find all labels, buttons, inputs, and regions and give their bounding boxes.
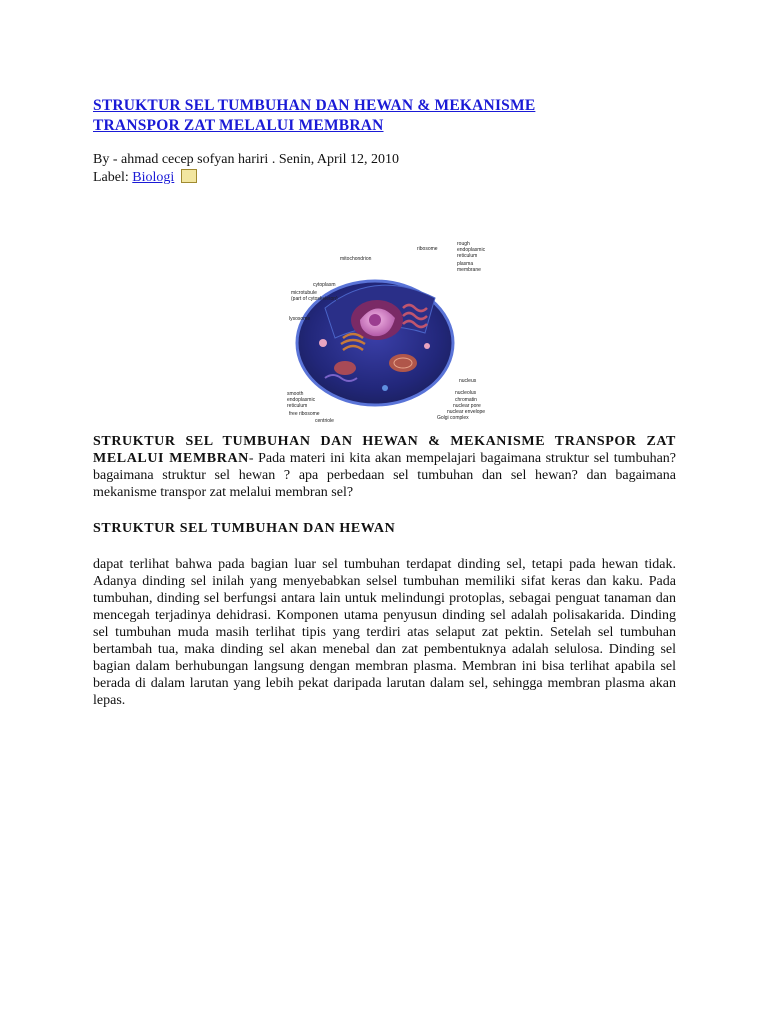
post-title-link[interactable]: STRUKTUR SEL TUMBUHAN DAN HEWAN & MEKANISME TRANSPOR ZAT MELALUI MEMBRAN (93, 97, 536, 134)
label-ribosome: ribosome (417, 246, 438, 252)
section-heading: STRUKTUR SEL TUMBUHAN DAN HEWAN (93, 521, 396, 536)
label-cytoplasm: cytoplasm (313, 282, 336, 288)
label-chromatin: chromatin (455, 397, 477, 403)
label-nucleolus: nucleolus (455, 390, 477, 396)
post-byline: By - ahmad cecep sofyan hariri . Senin, April 12, 2010 (93, 152, 399, 167)
label-rough-er: rough (457, 241, 470, 247)
label-nuclear-pore: nuclear pore (453, 403, 481, 409)
post-labels (93, 169, 197, 187)
label-nuclear-envelope: nuclear envelope (447, 409, 485, 415)
label-rough-er-2: endoplasmic (457, 247, 485, 253)
label-link-biologi[interactable]: Biologi (132, 170, 175, 185)
label-centriole: centriole (315, 418, 334, 423)
label-smooth-er-3: reticulum (287, 403, 308, 409)
animal-cell-diagram (285, 238, 485, 423)
label-mitochondrion: mitochondrion (340, 256, 372, 262)
label-smooth-er-2: endoplasmic (287, 397, 316, 403)
label-rough-er-3: reticulum (457, 253, 478, 259)
label-microtubule-2: (part of cytoskeleton) (291, 296, 338, 302)
label-free-ribosome: free ribosome (289, 411, 320, 417)
label-prefix: Label: (93, 170, 129, 185)
intro-bold-title: STRUKTUR SEL TUMBUHAN DAN HEWAN & MEKANISME TRANSPOR ZAT MELALUI MEMBRAN (93, 434, 676, 466)
label-smooth-er: smooth (287, 391, 304, 397)
label-lysosome: lysosome (289, 316, 311, 322)
label-nucleus: nucleus (459, 378, 477, 384)
label-plasma: plasma (457, 261, 474, 267)
label-golgi: Golgi complex (437, 415, 469, 421)
label-microtubule: microtubule (291, 290, 317, 296)
quick-edit-icon[interactable] (181, 169, 197, 183)
intro-text: - Pada materi ini kita akan mempelajari bagaimana struktur sel tumbuhan? bagaimana struktur sel hewan ? apa perbedaan sel tumbuhan dan sel hewan? dan bagaimana mekanisme transpor zat melalui membran sel? (93, 451, 676, 500)
intro-paragraph (93, 433, 676, 501)
section-paragraph: dapat terlihat bahwa pada bagian luar sel tumbuhan terdapat dinding sel, tetapi pada hewan tidak. Adanya dinding sel inilah yang menyebabkan selsel tumbuhan memiliki sifat keras dan kaku. Pada tumbuhan, dinding sel berfungsi antara lain untuk melindungi protoplas, sebagai penguat tanaman dan mencegah terjadinya dehidrasi. Komponen utama penyusun dinding sel adalah polisakarida. Dinding sel tumbuhan muda masih terlihat tipis yang terdiri atas selaput zat pektin. Setelah sel tumbuhan bertambah tua, maka dinding sel akan menebal dan zat pembentuknya adalah selulosa. Dinding sel bagian dalam berhubungan langsung dengan membran plasma. Membran ini bisa terlihat apabila sel berada di dalam larutan yang lebih pekat daripada larutan dalam sel, sehingga membran plasma akan lepas. (93, 557, 676, 708)
label-plasma-2: membrane (457, 267, 481, 273)
